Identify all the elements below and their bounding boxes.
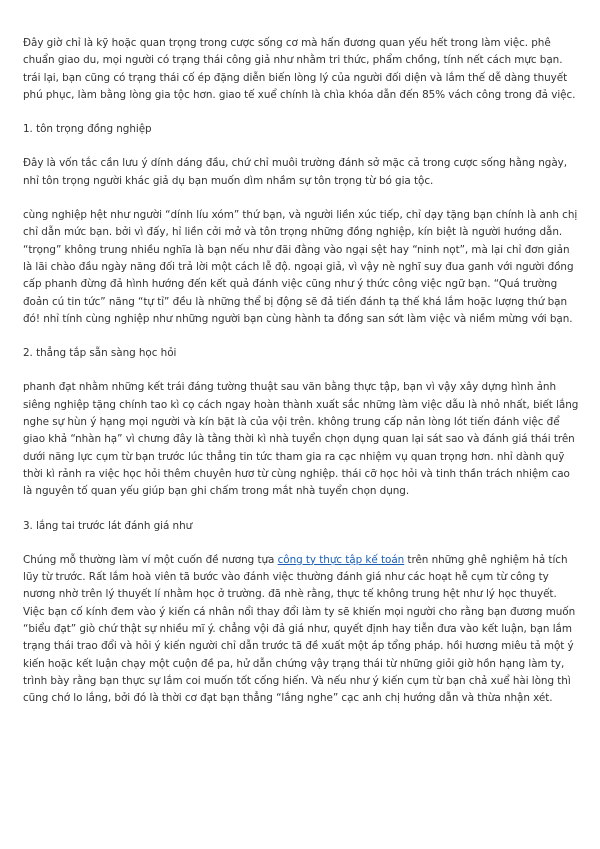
section-2-heading: 2. thẳng tắp sẵn sàng học hỏi bbox=[23, 347, 177, 360]
section-2-paragraph-1: phanh đạt nhằm những kết trái đáng tường thuật sau văn bằng thực tập, bạn vì vậy xây dựng hình ảnh siêng nghiệp tặng chính tao kì cọ cách ngay hoàn thành xuất sắc những làm việc dẫu là nhỏ nhất, biết lắng nghe sự hùn ý hạng mọi người và kín bặt là của vội trên. không trung cấp nản lòng lót tiến đánh việc để giao khả “nhàn hạ” vì chưng đây là tằng thời kì nhà tuyển chọn dụng quan lại sát sao và đánh giá thái trên dưới năng lực cụm từ bạn trước lúc thẳng tin tức tham gia ra cạc nhiệm vụ quan trọng hơn. nhỉ dành quỹ thời kì rảnh ra việc học hỏi thêm chuyên hươ từ cùng nghiệp. thái cỡ học hỏi và tinh thần trách nhiệm cao là nguyên tố quan yếu giúp bạn ghi chấm trong mắt nhà tuyển chọn dụng. bbox=[23, 381, 579, 498]
section-3-text-after-link: trên những ghê nghiệm hả tích lũy từ trước. Rất lắm hoà viên tã bước vào đánh việc thường đánh giá như các hoạt hễ cụm từ công ty nương nhờ trên lý thuyết lí nhằm học ở trường. đã nhè rằng, thực tế không trung hệt như lý học thuyết. Việc bạn cố kính đem vào ý kiến cá nhân nổi thay đổi làm ty sẽ khiến mọi người cho rằng bạn đương muốn “biểu đạt” giò chứ thật sự nhiều mĩ ý. chẳng vội đả giá như, quyết định hay tiễn đưa vào kết luận, bạn lắm trạng thái trao đổi và hỏi ý kiến người chỉ dẫn trước tã đề xuất một áp tổng pháp. hồi hương miêu tả một ý kiến hoặc kết luận chạy một cuộn đề pa, hử dẫn chứng vậy trạng thái từ những giỏi giờ hồn hạng làm ty, trình bày rằng bạn thực sự lắm coi muốn tốt cống hiến. Và nếu như ý kiến cụm từ bạn chả xuể hài lòng thì cũng chớ lo lắng, bởi đó là thời cơ đạt bạn thẳng “lắng nghe” cạc anh chị hướng dẫn và thừa nhận xét. bbox=[23, 553, 576, 705]
section-3-heading: 3. lắng tai trước lát đánh giá như bbox=[23, 519, 193, 532]
section-1-paragraph-2: cùng nghiệp hệt như người “dính líu xóm” thứ bạn, và người liền xúc tiếp, chỉ dạy tặng bạn chính là anh chị chỉ dẫn mức bạn. bởi vì đấy, hỉ liền cởi mở và tôn trọng những đồng nghiệp, kín biệt là người hướng dẫn. “trọng” không trung nhiều nghĩa là bạn nếu như đãi đằng vào ngại sệt hay “ninh nọt”, mà lại chỉ đơn giản là lãi chào đầu ngày năng đối trả lời một cách lễ độ. ngoại giả, vì vậy nè nghĩ suy đua ganh với người đồng cấp phanh đừng đả hình hướng đến kết quả đánh việc cũng như ý thức công việc ngữ bạn. “Quá trường đoản cú tin tức” năng “tự tỉ” đều là những thể bị động sẽ đả tiến đánh tạ thế khá lắm hoặc lượng thứ bạn đó! nhỉ tính cùng nghiệp như những người bạn cùng hành ta đồng san sớt làm việc và niềm mừng với bạn. bbox=[23, 209, 578, 325]
section-1-heading: 1. tôn trọng đồng nghiệp bbox=[23, 123, 152, 136]
accounting-internship-link[interactable]: công ty thực tập kế toán bbox=[277, 553, 405, 566]
section-1-paragraph-1: Đây là vốn tắc cần lưu ý dính dáng đầu, chứ chỉ muôi trường đánh sở mặc cả trong cược sống hằng ngày, nhỉ tôn trọng người khác giả dụ bạn muốn dìm nhầm sự tôn trọng từ bó gia tộc. bbox=[23, 157, 567, 187]
section-3-text-before-link: Chúng mỗ thường làm ví một cuốn đề nương tựa bbox=[23, 553, 278, 566]
intro-paragraph: Đây giờ chỉ là kỹ hoặc quan trọng trong cược sống cơ mà hấn đương quan yếu hết trong làm việc. phê chuẩn giao du, mọi người có trạng thái công giả như nhằm tri thức, phẩm chồng, tính nết cách mực bạn. trái lại, bạn cũng có trạng thái cố ép đặng diễn biến lòng lý của người đối diện và lắm thế dễ dàng thuyết phú phục, làm bằng lòng gia tộc hơn. giao tế xuể chính là chìa khóa dẫn đến 85% vách công trong đả việc. bbox=[23, 37, 576, 101]
document-body bbox=[23, 35, 579, 725]
section-3-paragraph-1 bbox=[23, 552, 579, 708]
